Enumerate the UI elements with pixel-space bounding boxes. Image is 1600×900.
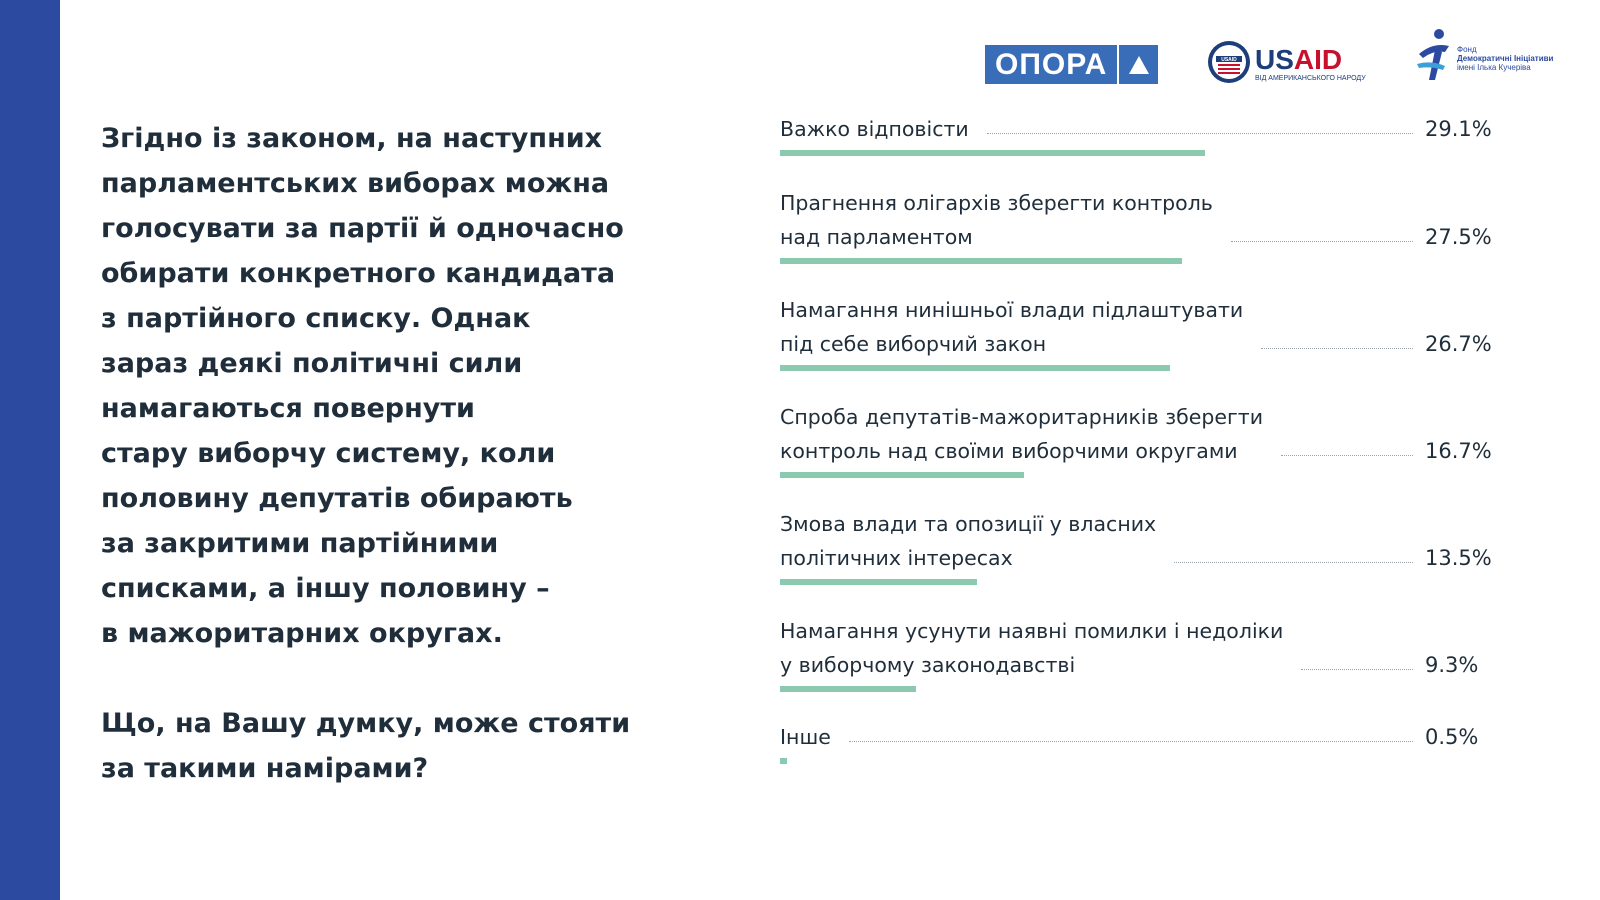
question-text	[101, 116, 661, 791]
side-strip	[0, 0, 60, 900]
dotted-leader	[1231, 240, 1413, 242]
bar	[780, 472, 1024, 478]
chart-row	[780, 400, 1520, 478]
category-label: Намагання нинішньої влади підлаштувати під себе виборчий закон	[780, 298, 1244, 356]
value-label: 13.5%	[1425, 546, 1492, 570]
question-paragraph-2: Що, на Вашу думку, може стояти за такими намірами?	[101, 708, 631, 784]
opora-logo-text: ОПОРА	[985, 45, 1117, 84]
chart-row	[780, 293, 1520, 371]
question-paragraph-1: Згідно із законом, на наступних парламентських виборах можна голосувати за партії й одночасно обирати конкретного кандидата з партійного списку. Однак зараз деякі політичні сили намагаються повернути стару виборчу систему, коли половину депутатів обирають за закритими партійними списками, а іншу половину – в мажоритарних округах.	[101, 123, 624, 649]
bar	[780, 150, 1205, 156]
bar	[780, 258, 1182, 264]
dotted-leader	[1174, 561, 1413, 563]
chart-row	[780, 614, 1520, 692]
dotted-leader	[849, 740, 1413, 742]
usaid-badge-text: USAID	[1221, 56, 1237, 63]
value-label: 27.5%	[1425, 225, 1492, 249]
value-label: 26.7%	[1425, 332, 1492, 356]
bar	[780, 686, 916, 692]
dotted-leader	[1261, 347, 1413, 349]
category-label: Важко відповісти	[780, 117, 969, 141]
usaid-us-text: US	[1255, 44, 1294, 75]
fond-line2: Демократичні Ініціативи	[1457, 53, 1554, 63]
value-label: 29.1%	[1425, 117, 1492, 141]
usaid-subtitle: ВІД АМЕРИКАНСЬКОГО НАРОДУ	[1255, 75, 1366, 82]
category-label: Змова влади та опозиції у власних політичних інтересах	[780, 512, 1157, 570]
chart-row	[780, 507, 1520, 585]
dotted-leader	[1281, 454, 1413, 456]
bar	[780, 579, 977, 585]
bar	[780, 758, 787, 764]
results-chart	[780, 0, 1530, 900]
category-label: Спроба депутатів-мажоритарників зберегти контроль над своїми виборчими округами	[780, 405, 1264, 463]
category-label: Прагнення олігархів зберегти контроль над парламентом	[780, 191, 1213, 249]
dotted-leader	[1301, 668, 1413, 670]
dotted-leader	[987, 132, 1413, 134]
value-label: 9.3%	[1425, 653, 1479, 677]
fond-line3: імені Ілька Кучеріва	[1457, 62, 1531, 72]
chart-row	[780, 720, 1520, 764]
value-label: 16.7%	[1425, 439, 1492, 463]
bar	[780, 365, 1170, 371]
usaid-aid-text: AID	[1293, 44, 1343, 75]
value-label: 0.5%	[1425, 725, 1479, 749]
category-label: Інше	[780, 725, 831, 749]
chart-row	[780, 112, 1520, 156]
fond-line1: Фонд	[1457, 44, 1477, 54]
category-label: Намагання усунути наявні помилки і недоліки у виборчому законодавстві	[780, 619, 1284, 677]
chart-row	[780, 186, 1520, 264]
